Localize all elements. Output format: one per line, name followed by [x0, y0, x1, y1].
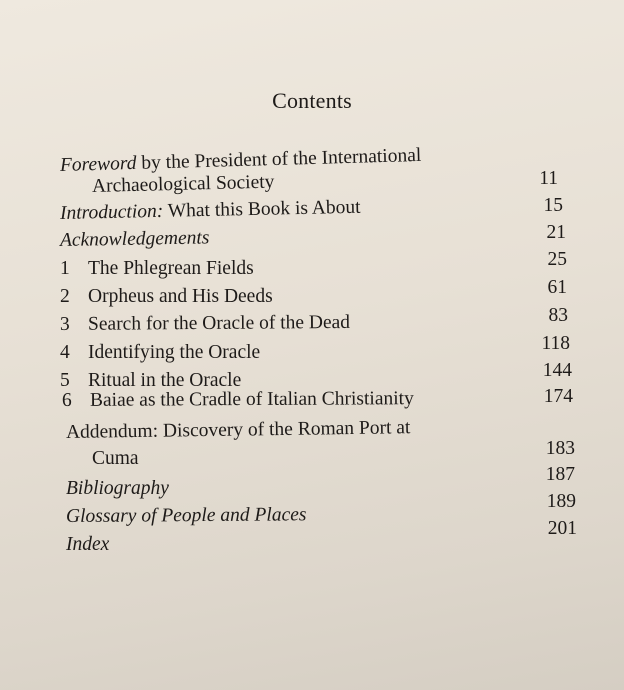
chapter-title: The Phlegrean Fields [88, 258, 254, 279]
chapter-number: 4 [60, 342, 70, 363]
toc-entry-introduction [60, 197, 361, 225]
page-number: 189 [546, 491, 576, 512]
chapter-number: 3 [59, 313, 70, 335]
toc-entry-italic: Introduction: [59, 200, 164, 224]
toc-entry-text: by the President of the International [136, 144, 422, 174]
toc-entry-text: What this Book is About [163, 196, 361, 222]
page-number: 144 [542, 360, 572, 381]
toc-entry-chapter-1 [60, 258, 254, 280]
page-number: 83 [548, 305, 568, 326]
page-number: 61 [547, 277, 567, 298]
chapter-title: Identifying the Oracle [88, 342, 261, 363]
chapter-number: 1 [60, 258, 70, 279]
chapter-number: 2 [60, 286, 70, 307]
toc-entry-glossary: Glossary of People and Places [65, 504, 307, 527]
chapter-title: Baiae as the Cradle of Italian Christianity [89, 388, 414, 411]
toc-entry-chapter-2 [60, 286, 273, 308]
toc-entry-chapter-4 [60, 342, 260, 364]
chapter-title: Orpheus and His Deeds [88, 286, 273, 307]
toc-entry-bibliography: Bibliography [66, 478, 169, 499]
page-number: 11 [539, 168, 558, 189]
page-title: Contents [272, 88, 352, 113]
toc-entry-addendum: Addendum: Discovery of the Roman Port at [65, 417, 411, 443]
toc-entry-index: Index [66, 534, 110, 555]
page-number: 187 [545, 464, 575, 485]
chapter-title: Ritual in the Oracle [88, 370, 242, 391]
page-number: 183 [545, 438, 575, 459]
page-number: 15 [543, 195, 563, 216]
toc-entry-chapter-6 [62, 388, 414, 412]
toc-entry-continuation: Cuma [92, 448, 139, 469]
chapter-number: 5 [60, 370, 70, 391]
chapter-title: Search for the Oracle of the Dead [87, 311, 351, 335]
chapter-number: 6 [61, 389, 72, 411]
toc-entry-italic: Foreword [59, 152, 137, 176]
toc-entry-acknowledgements: Acknowledgements [59, 227, 210, 251]
page-number: 25 [547, 249, 567, 270]
toc-entry-chapter-3 [60, 312, 350, 336]
page-number: 118 [541, 333, 570, 354]
toc-entry-continuation: Archaeological Society [91, 171, 275, 197]
page-number: 21 [546, 222, 566, 243]
page-number: 174 [543, 386, 573, 407]
page-number: 201 [547, 518, 577, 539]
